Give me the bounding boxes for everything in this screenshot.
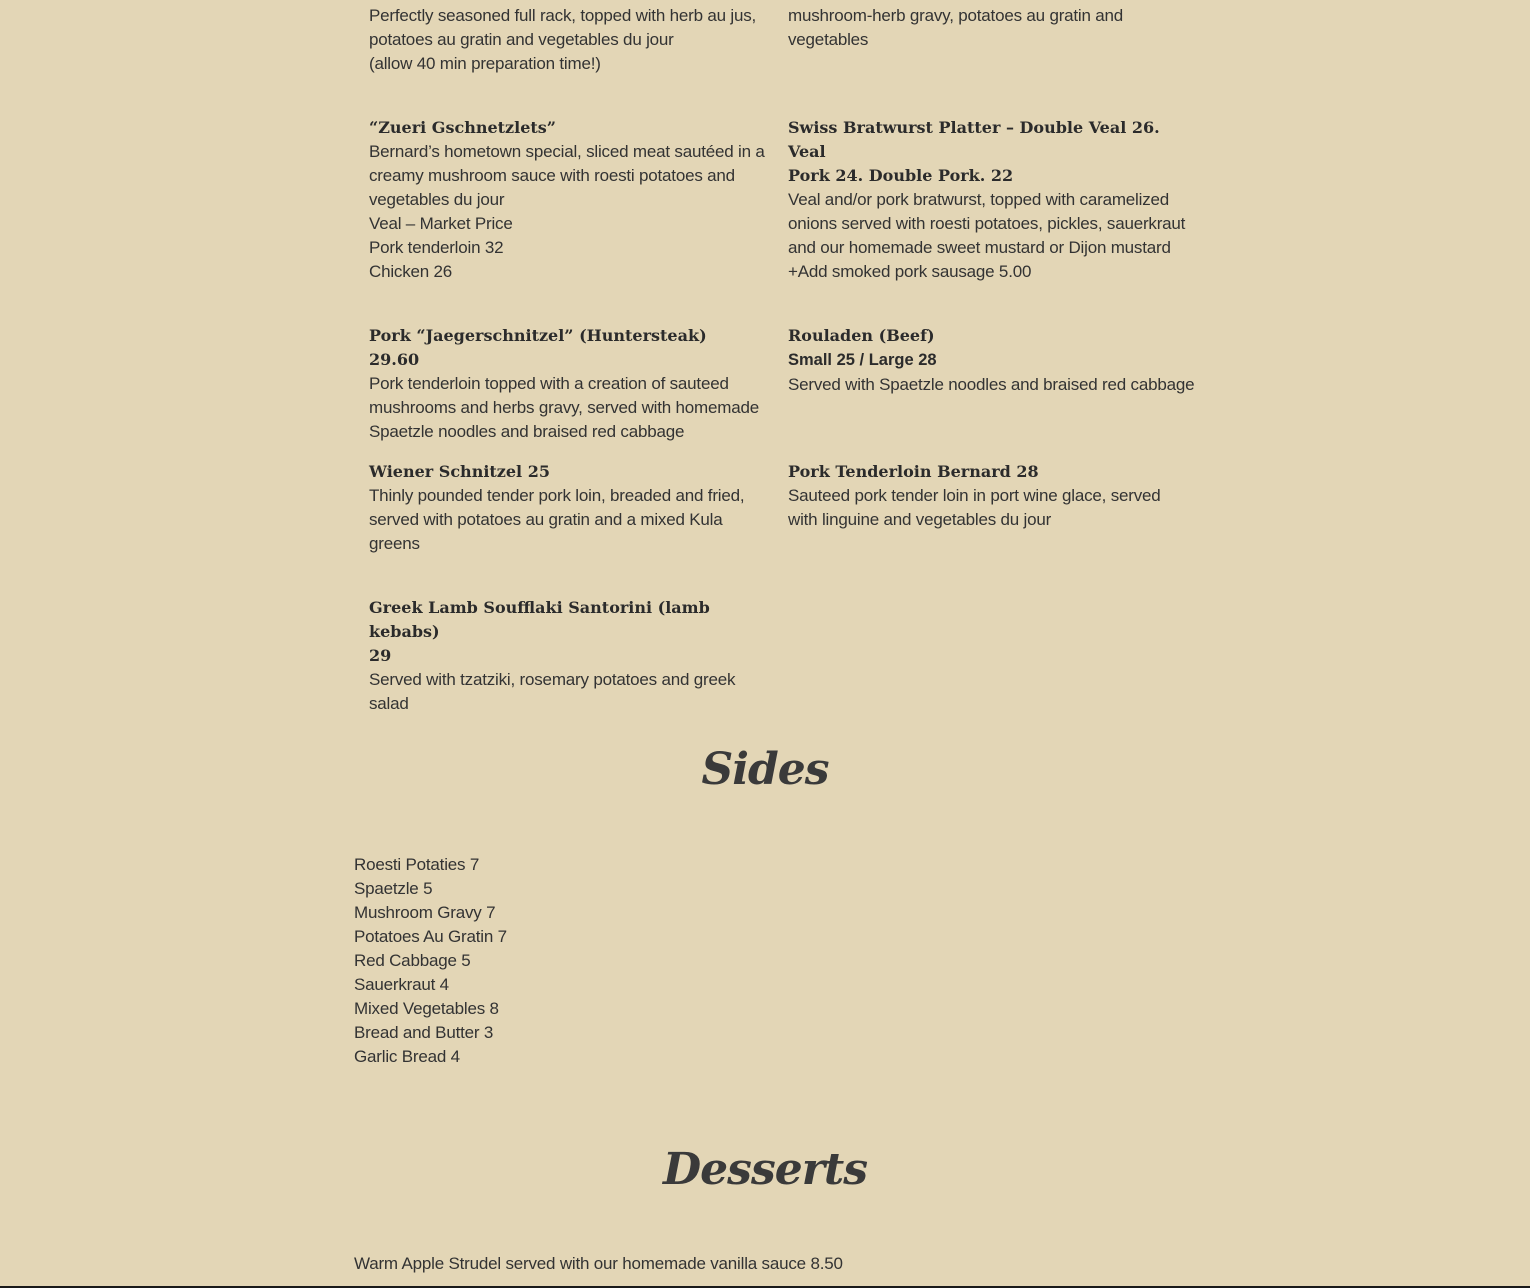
dish-description-line: vegetables (788, 30, 869, 49)
dish-price-line: Chicken 26 (369, 262, 453, 281)
dish-title: Greek Lamb Soufflaki Santorini (lamb kebabs) (369, 598, 710, 641)
side-item: Bread and Butter 3 (354, 1023, 494, 1042)
dish-description-line: Thinly pounded tender pork loin, breaded and fried, (369, 486, 745, 505)
dish-addon-line: +Add smoked pork sausage 5.00 (788, 262, 1032, 281)
dish-description-line: vegetables du jour (369, 190, 505, 209)
dish-description-line: Veal and/or pork bratwurst, topped with caramelized (788, 190, 1170, 209)
dish-price-line: Pork tenderloin 32 (369, 238, 504, 257)
dish-title: Rouladen (Beef) (788, 326, 935, 345)
dish-description-line: Served with tzatziki, rosemary potatoes and greek (369, 670, 736, 689)
desserts-heading: Desserts (663, 1144, 867, 1195)
dish-title-continued: Pork 24. Double Pork. 22 (788, 166, 1014, 185)
dish-description-line: (allow 40 min preparation time!) (369, 54, 601, 73)
dish-size-price: Small 25 / Large 28 (788, 351, 937, 369)
desserts-list (354, 1252, 843, 1276)
dish-title: Pork Tenderloin Bernard 28 (788, 462, 1039, 481)
dish-title: Pork “Jaegerschnitzel” (Huntersteak) 29.60 (369, 326, 707, 369)
menu-item-rack (369, 4, 757, 76)
sides-heading: Sides (701, 744, 829, 795)
dish-description-line: potatoes au gratin and vegetables du jour (369, 30, 674, 49)
menu-item-greek-lamb-soufflaki (369, 596, 749, 716)
dish-title: “Zueri Gschnetzlets” (369, 118, 556, 137)
dish-description-line: Pork tenderloin topped with a creation of sauteed (369, 374, 729, 393)
side-item: Sauerkraut 4 (354, 975, 449, 994)
dish-description-line: Bernard’s hometown special, sliced meat sautéed in a (369, 142, 765, 161)
side-item: Spaetzle 5 (354, 879, 433, 898)
dish-description-line: creamy mushroom sauce with roesti potatoes and (369, 166, 735, 185)
dish-description-line: mushroom-herb gravy, potatoes au gratin and (788, 6, 1124, 25)
dessert-item: Warm Apple Strudel served with our homemade vanilla sauce 8.50 (354, 1254, 843, 1273)
dish-description-line: and our homemade sweet mustard or Dijon mustard (788, 238, 1171, 257)
menu-item-wiener-schnitzel (369, 460, 749, 556)
side-item: Mixed Vegetables 8 (354, 999, 499, 1018)
dish-description-line: served with potatoes au gratin and a mixed Kula (369, 510, 723, 529)
dish-description-line: greens (369, 534, 420, 553)
dish-description-line: Perfectly seasoned full rack, topped with herb au jus, (369, 6, 757, 25)
dish-description-line: salad (369, 694, 409, 713)
menu-item-rouladen (788, 324, 1195, 397)
menu-item-jaegerschnitzel (369, 324, 759, 444)
dish-description-line: Sauteed pork tender loin in port wine glace, served (788, 486, 1161, 505)
dish-price-line: Veal – Market Price (369, 214, 513, 233)
dish-title: Wiener Schnitzel 25 (369, 462, 550, 481)
menu-item-zueri-gschnetzlets (369, 116, 765, 284)
menu-item-continued-right (788, 4, 1168, 52)
menu-item-pork-tenderloin-bernard (788, 460, 1168, 532)
dish-title-continued: 29 (369, 646, 392, 665)
menu-item-swiss-bratwurst (788, 116, 1186, 284)
side-item: Red Cabbage 5 (354, 951, 471, 970)
dish-description-line: with linguine and vegetables du jour (788, 510, 1052, 529)
side-item: Garlic Bread 4 (354, 1047, 460, 1066)
side-item: Potatoes Au Gratin 7 (354, 927, 507, 946)
side-item: Roesti Potaties 7 (354, 855, 480, 874)
dish-title: Swiss Bratwurst Platter – Double Veal 26. Veal (788, 118, 1160, 161)
dish-description-line: Served with Spaetzle noodles and braised red cabbage (788, 375, 1195, 394)
dish-description-line: mushrooms and herbs gravy, served with homemade (369, 398, 759, 417)
dish-description-line: onions served with roesti potatoes, pickles, sauerkraut (788, 214, 1186, 233)
sides-list (354, 853, 507, 1069)
dish-description-line: Spaetzle noodles and braised red cabbage (369, 422, 685, 441)
side-item: Mushroom Gravy 7 (354, 903, 496, 922)
